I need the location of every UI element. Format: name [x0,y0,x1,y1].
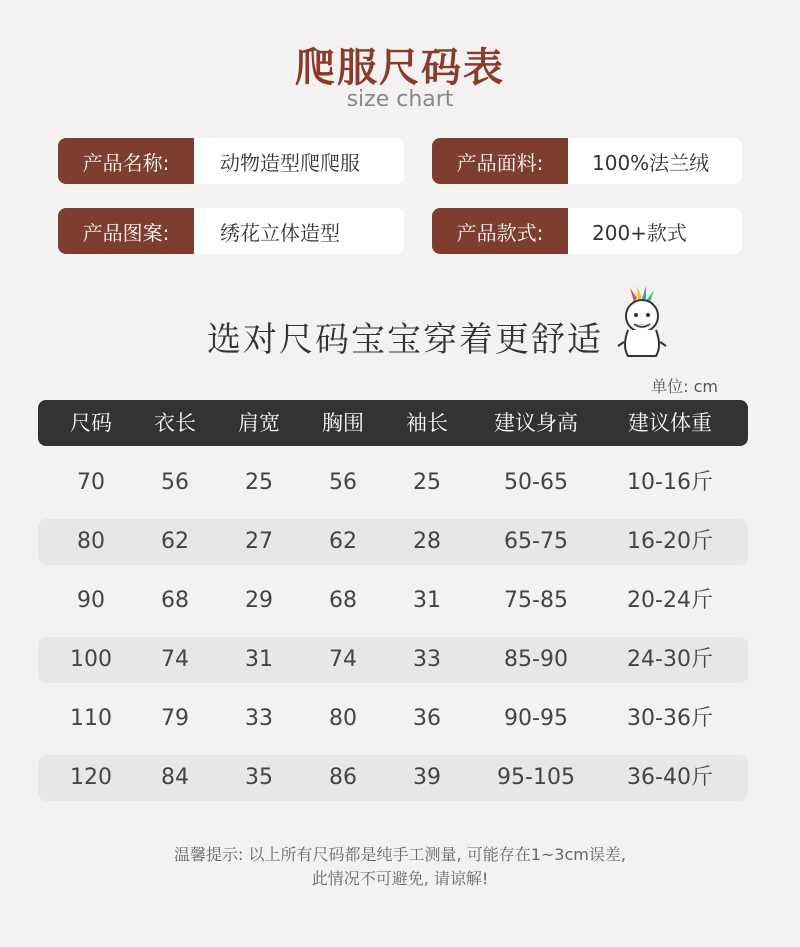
cell-length: 84 [161,765,189,790]
cell-height: 90-95 [504,706,568,731]
info-product-name [58,138,404,184]
cell-weight: 30-36斤 [627,706,713,731]
cell-size: 110 [70,706,112,731]
info-product-fabric [432,138,742,184]
cell-length: 56 [161,470,189,495]
page-subtitle: size chart [346,87,454,112]
info-value: 200+款式 [592,220,687,245]
cell-sleeve: 31 [413,588,441,613]
cell-length: 79 [161,706,189,731]
cell-height: 95-105 [497,765,575,790]
cell-sleeve: 33 [413,647,441,672]
table-row [38,637,748,683]
column-header-shoulder: 肩宽 [238,411,280,435]
cell-height: 65-75 [504,529,568,554]
cell-length: 62 [161,529,189,554]
cell-size: 90 [77,588,105,613]
info-label: 产品名称: [58,138,194,184]
cell-sleeve: 36 [413,706,441,731]
info-value: 100%法兰绒 [592,150,710,175]
cell-weight: 16-20斤 [627,529,713,554]
cell-sleeve: 28 [413,529,441,554]
table-row [38,696,748,742]
cell-size: 70 [77,470,105,495]
info-product-pattern [58,208,404,254]
info-label: 产品款式: [432,208,568,254]
cell-size: 80 [77,529,105,554]
cell-shoulder: 31 [245,647,273,672]
cell-sleeve: 39 [413,765,441,790]
info-value: 动物造型爬爬服 [220,150,360,175]
cell-weight: 24-30斤 [627,647,713,672]
column-header-weight: 建议体重 [628,411,712,435]
cell-shoulder: 25 [245,470,273,495]
cell-weight: 10-16斤 [627,470,713,495]
column-header-chest: 胸围 [322,411,364,435]
column-header-height: 建议身高 [494,411,578,435]
cell-chest: 86 [329,765,357,790]
cell-chest: 74 [329,647,357,672]
cell-shoulder: 29 [245,588,273,613]
column-header-size: 尺码 [70,411,112,435]
table-row [38,578,748,624]
note-line-1: 温馨提示: 以上所有尺码都是纯手工测量, 可能存在1~3cm误差, [174,845,626,864]
table-row [38,460,748,506]
cell-weight: 36-40斤 [627,765,713,790]
cell-height: 85-90 [504,647,568,672]
cell-length: 68 [161,588,189,613]
cell-size: 120 [70,765,112,790]
mascot-icon [616,286,668,360]
cell-chest: 62 [329,529,357,554]
page-title: 爬服尺码表 [295,45,505,91]
table-row [38,519,748,565]
info-product-style [432,208,742,254]
cell-chest: 56 [329,470,357,495]
info-label: 产品图案: [58,208,194,254]
column-header-length: 衣长 [154,411,196,435]
cell-height: 50-65 [504,470,568,495]
info-value: 绣花立体造型 [220,220,340,245]
cell-shoulder: 27 [245,529,273,554]
cell-size: 100 [70,647,112,672]
cell-chest: 80 [329,706,357,731]
table-row [38,755,748,801]
table-header [38,400,748,446]
info-label: 产品面料: [432,138,568,184]
unit-label: 单位: cm [651,377,718,396]
cell-shoulder: 33 [245,706,273,731]
cell-shoulder: 35 [245,765,273,790]
cell-length: 74 [161,647,189,672]
column-header-sleeve: 袖长 [406,411,448,435]
slogan: 选对尺码宝宝穿着更舒适 [207,320,603,360]
cell-sleeve: 25 [413,470,441,495]
note-line-2: 此情况不可避免, 请谅解! [311,869,489,888]
cell-chest: 68 [329,588,357,613]
cell-weight: 20-24斤 [627,588,713,613]
cell-height: 75-85 [504,588,568,613]
